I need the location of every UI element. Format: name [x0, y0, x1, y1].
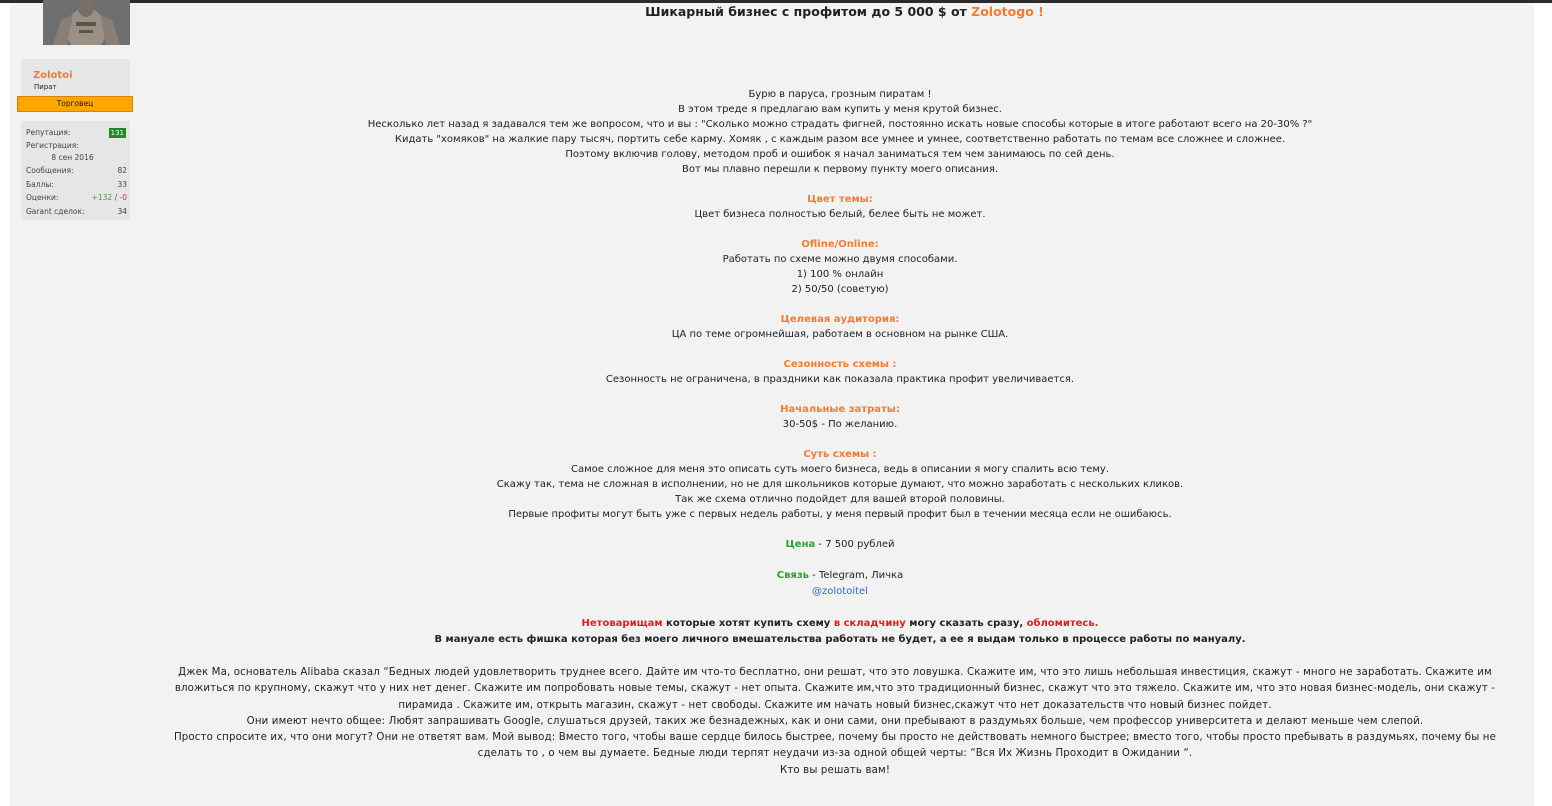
intro-line: Бурю в паруса, грозным пиратам ! — [748, 89, 932, 100]
section-title-initial-cost: Начальные затраты: — [780, 404, 900, 415]
price-line — [140, 537, 1540, 552]
rank-badge-button[interactable]: Торговец — [17, 96, 133, 112]
stat-label: Регистрация: — [26, 141, 79, 150]
stat-label: Баллы: — [26, 180, 54, 189]
warning-text: могу сказать сразу, — [905, 618, 1027, 629]
stat-label: Репутация: — [26, 128, 71, 137]
section-text: Сезонность не ограничена, в праздники как показала практика профит увеличивается. — [605, 374, 1075, 385]
warning-highlight: обломитесь. — [1026, 618, 1099, 629]
telegram-handle-link[interactable]: @zolotoitel — [812, 586, 868, 597]
post-heading — [310, 4, 1379, 19]
section-text: 30-50$ - По желанию. — [782, 419, 898, 430]
stat-value: 34 — [117, 207, 127, 216]
quote-paragraph: Кто вы решать вам! — [779, 764, 891, 776]
section-text: Цвет бизнеса полностью белый, белее быть не может. — [694, 209, 986, 220]
ratings-positive: +132 — [91, 193, 113, 202]
section-text: ЦА по теме огромнейшая, работаем в основном на рынке США. — [671, 329, 1009, 340]
stat-registration-date — [26, 152, 127, 164]
user-title: Пират — [34, 83, 57, 91]
stat-value — [92, 192, 127, 204]
intro-line: Поэтому включив голову, методом проб и ошибок я начал заниматься тем чем занимаюсь по сей день. — [565, 149, 1115, 160]
intro-line: Кидать "хомяков" на жалкие пару тысяч, портить себе карму. Хомяк , с каждым разом все умнее и умнее, соответственно работать по темам все сложнее и сложнее. — [394, 134, 1286, 145]
stat-value: 8 сен 2016 — [51, 153, 94, 162]
contact-value: - Telegram, Личка — [808, 570, 904, 581]
section-text: Скажу так, тема не сложная в исполнении, но не для школьников которые думают, что можно заработать с нескольких кликов. — [496, 479, 1184, 490]
stat-garant — [26, 206, 127, 218]
warning-highlight: в складчину — [833, 618, 906, 629]
username-link[interactable]: Zolotoi — [33, 70, 73, 81]
section-text: Работать по схеме можно двумя способами. — [722, 254, 958, 265]
section-text: Первые профиты могут быть уже с первых недель работы, у меня первый профит был в течении месяца если не ошибаюсь. — [508, 509, 1172, 520]
stat-label: Garant сделок: — [26, 207, 85, 216]
stat-points — [26, 179, 127, 191]
stat-messages — [26, 165, 127, 177]
stat-label: Оценки: — [26, 193, 59, 202]
intro-line: Вот мы плавно перешли к первому пункту моего описания. — [681, 164, 999, 175]
section-text: Самое сложное для меня это описать суть моего бизнеса, ведь в описании я могу спалить всю тему. — [570, 464, 1110, 475]
section-title-offline-online: Ofline/Online: — [801, 239, 879, 250]
section-text: Так же схема отлично подойдет для вашей второй половины. — [675, 494, 1005, 505]
stat-ratings — [26, 192, 127, 204]
stat-registration — [26, 140, 127, 152]
quote-paragraph: Просто спросите их, что они могут? Они не ответят вам. Мой вывод: Вместо того, чтобы ваше сердце билось быстрее, почему бы просто не действовать немного быстрее; вместо того, чтобы просто пребывать в раздумьях, почему бы не сделать то , о чем вы думаете. Бедные люди терпят неудачи из-за одной общей черты: “Вся Их Жизнь Проходит в Ожидании “. — [173, 732, 1497, 760]
avatar-image — [43, 0, 130, 45]
stat-value: 82 — [117, 166, 127, 175]
stat-label: Сообщения: — [26, 166, 74, 175]
quote-paragraph: Они имеют нечто общее: Любят запрашивать Google, слушаться друзей, таких же безнадежных, как и они сами, они пребывают в раздумьях больше, чем профессор университета и делают меньше чем слепой. — [246, 715, 1424, 727]
avatar[interactable] — [43, 0, 130, 45]
contact-label: Связь — [776, 570, 809, 581]
heading-text: Шикарный бизнес с профитом до 5 000 $ от — [645, 4, 967, 19]
manual-note: В мануале есть фишка которая без моего личного вмешательства работать не будет, а ее я выдам только в процессе работы по мануалу. — [434, 634, 1246, 645]
heading-brand: Zolotogo ! — [971, 4, 1044, 19]
warning-text: которые хотят купить схему — [662, 618, 834, 629]
quote-paragraph: Джек Ма, основатель Alibaba сказал “Бедных людей удовлетворить труднее всего. Дайте им что-то бесплатно, они решат, что это ловушка. Скажите им, что это лишь небольшая инвестиция, скажут - много не заработать. Скажите им вложиться по крупному, скажут что у них нет денег. Скажите им попробовать новые темы, скажут - нет опыта. Скажите им,что это традиционный бизнес, скажут что это тяжело. Скажите им, что это новая бизнес-модель, они скажут - пирамида . Скажите им, открыть магазин, скажут - нет свободы. Скажите им начать новый бизнес,скажут что нет доказательств что новый бизнес пойдет. — [174, 667, 1496, 711]
intro-line: Несколько лет назад я задавался тем же вопросом, что и вы : "Сколько можно страдать фигней, постоянно искать новые способы которые в итоге работают всего на 20-30% ?" — [367, 119, 1313, 130]
contact-handle-line — [140, 584, 1540, 599]
reputation-badge[interactable]: 131 — [110, 129, 124, 137]
post-container — [10, 3, 1534, 806]
section-title-audience: Целевая аудитория: — [780, 314, 900, 325]
contact-line — [140, 568, 1540, 583]
stat-value: 33 — [117, 180, 127, 189]
section-title-seasonality: Сезонность схемы : — [783, 359, 897, 370]
heading-shadow-divider — [658, 26, 1050, 60]
section-text: 1) 100 % онлайн — [796, 269, 884, 280]
quote-block — [150, 665, 1520, 779]
warning-line — [140, 616, 1540, 632]
warning-highlight: Нетоварищам — [581, 618, 663, 629]
ratings-negative: -0 — [119, 193, 127, 202]
price-value: - 7 500 рублей — [815, 539, 895, 550]
post-body — [140, 87, 1540, 648]
stat-reputation — [26, 127, 127, 139]
section-text: 2) 50/50 (советую) — [791, 284, 889, 295]
section-title-theme-color: Цвет темы: — [807, 194, 873, 205]
section-title-essence: Суть схемы : — [803, 449, 877, 460]
intro-line: В этом треде я предлагаю вам купить у меня крутой бизнес. — [678, 104, 1002, 115]
ratings-separator: / — [112, 193, 120, 202]
user-stats — [21, 121, 130, 220]
price-label: Цена — [785, 539, 816, 550]
